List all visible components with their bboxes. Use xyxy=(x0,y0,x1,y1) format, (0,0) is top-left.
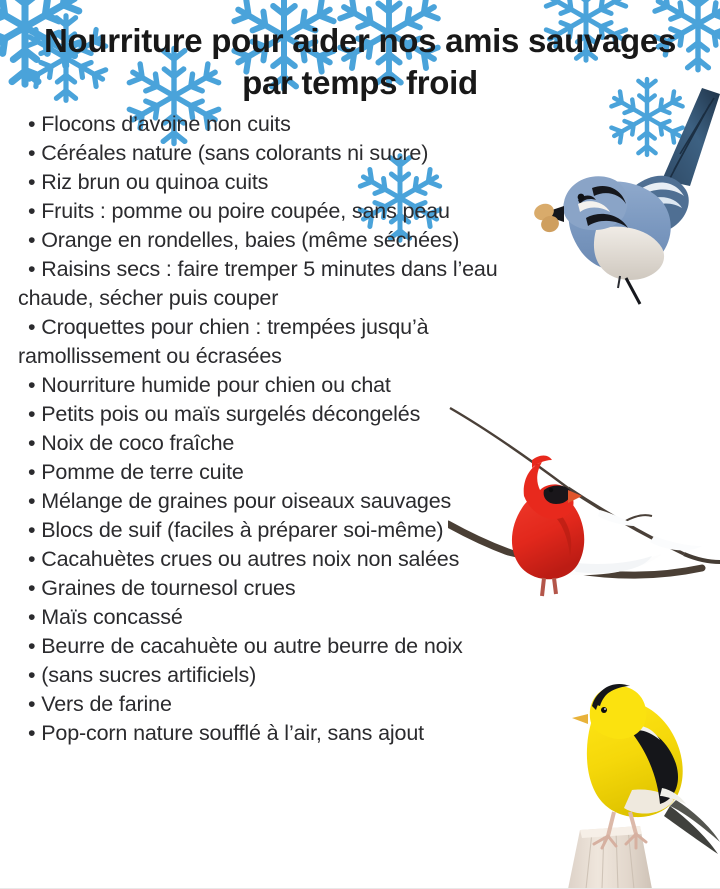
list-item: • Beurre de cacahuète ou autre beurre de noix xyxy=(18,632,538,661)
list-item: • Nourriture humide pour chien ou chat xyxy=(18,371,538,400)
list-item: • Croquettes pour chien : trempées jusqu’à ramollissement ou écrasées xyxy=(18,313,538,371)
list-item: • Céréales nature (sans colorants ni sucre) xyxy=(18,139,538,168)
list-item: • Pomme de terre cuite xyxy=(18,458,538,487)
list-item: • Riz brun ou quinoa cuits xyxy=(18,168,538,197)
list-item: • Graines de tournesol crues xyxy=(18,574,538,603)
list-item: • Fruits : pomme ou poire coupée, sans peau xyxy=(18,197,538,226)
list-item: • Raisins secs : faire tremper 5 minutes dans l’eau chaude, sécher puis couper xyxy=(18,255,538,313)
list-item: • Petits pois ou maïs surgelés décongelés xyxy=(18,400,538,429)
food-list xyxy=(18,110,538,748)
list-item-note: • (sans sucres artificiels) xyxy=(18,661,538,690)
list-item: • Cacahuètes crues ou autres noix non salées xyxy=(18,545,538,574)
list-item: • Noix de coco fraîche xyxy=(18,429,538,458)
list-item: • Vers de farine xyxy=(18,690,538,719)
list-item: • Blocs de suif (faciles à préparer soi-même) xyxy=(18,516,538,545)
list-item: • Maïs concassé xyxy=(18,603,538,632)
list-item: • Flocons d’avoine non cuits xyxy=(18,110,538,139)
list-item: • Mélange de graines pour oiseaux sauvages xyxy=(18,487,538,516)
list-item: • Orange en rondelles, baies (même séchées) xyxy=(18,226,538,255)
list-item: • Pop-corn nature soufflé à l’air, sans ajout xyxy=(18,719,538,748)
page-title: Nourriture pour aider nos amis sauvages par temps froid xyxy=(44,22,676,101)
